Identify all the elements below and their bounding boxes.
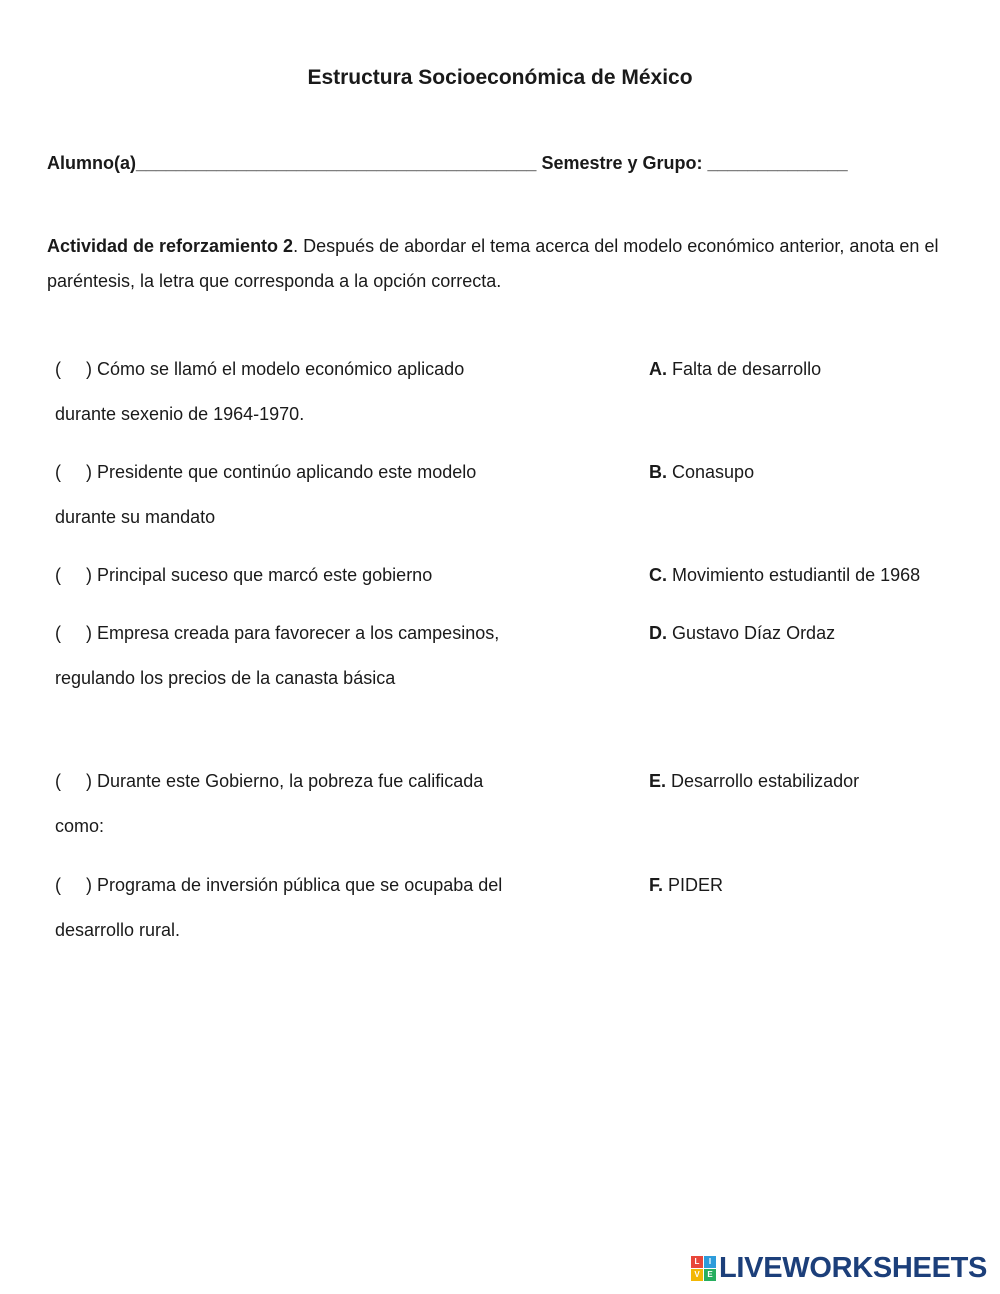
- logo-icon-tile: V: [691, 1269, 703, 1281]
- answer-paren-input[interactable]: ( ): [55, 359, 92, 379]
- answer-letter: D.: [649, 623, 667, 643]
- answer-option: [649, 759, 994, 804]
- group-blank[interactable]: ______________: [707, 153, 848, 173]
- answer-paren-input[interactable]: ( ): [55, 462, 92, 482]
- question-item: [55, 611, 525, 701]
- student-name-blank[interactable]: ________________________________________: [136, 153, 537, 173]
- question-text: Cómo se llamó el modelo económico aplicado durante sexenio de 1964-1970.: [55, 359, 465, 424]
- liveworksheets-logo: [691, 1251, 987, 1285]
- answer-letter: A.: [649, 359, 667, 379]
- answer-option: [649, 347, 994, 392]
- logo-icon-tile: L: [691, 1256, 703, 1268]
- answer-text: Movimiento estudiantil de 1968: [672, 565, 921, 585]
- activity-description: . Después de abordar el tema acerca del modelo económico anterior, anota en el paréntesis, la letra que corresponda a la opción correcta.: [47, 236, 939, 291]
- answer-text: Desarrollo estabilizador: [671, 771, 860, 791]
- answer-option: [649, 553, 994, 598]
- student-info-line: [47, 153, 947, 174]
- question-item: [55, 450, 525, 540]
- answer-text: PIDER: [668, 875, 724, 895]
- question-item: [55, 347, 525, 437]
- answer-option: [649, 863, 994, 908]
- question-item: [55, 553, 525, 598]
- answer-letter: B.: [649, 462, 667, 482]
- answer-text: Gustavo Díaz Ordaz: [672, 623, 836, 643]
- question-item: [55, 863, 525, 953]
- answer-paren-input[interactable]: ( ): [55, 771, 92, 791]
- answer-option: [649, 611, 994, 656]
- answer-letter: C.: [649, 565, 667, 585]
- answer-option: [649, 450, 994, 495]
- answer-paren-input[interactable]: ( ): [55, 875, 92, 895]
- question-item: [55, 759, 525, 849]
- student-label: Alumno(a): [47, 153, 136, 173]
- liveworksheets-icon: [691, 1256, 716, 1281]
- answer-paren-input[interactable]: ( ): [55, 623, 92, 643]
- answer-paren-input[interactable]: ( ): [55, 565, 92, 585]
- question-text: Presidente que continúo aplicando este modelo durante su mandato: [55, 462, 477, 527]
- question-text: Principal suceso que marcó este gobierno: [97, 565, 433, 585]
- answer-text: Falta de desarrollo: [672, 359, 822, 379]
- answer-letter: E.: [649, 771, 667, 791]
- activity-title: Actividad de reforzamiento 2: [47, 236, 294, 256]
- logo-wordmark: LIVEWORKSHEETS: [719, 1251, 988, 1284]
- page-title: Estructura Socioeconómica de México: [307, 66, 693, 89]
- question-text: Empresa creada para favorecer a los campesinos, regulando los precios de la canasta básica: [55, 623, 500, 688]
- question-text: Programa de inversión pública que se ocupaba del desarrollo rural.: [55, 875, 503, 940]
- logo-icon-tile: I: [704, 1256, 716, 1268]
- group-label: Semestre y Grupo:: [541, 153, 703, 173]
- question-text: Durante este Gobierno, la pobreza fue calificada como:: [55, 771, 484, 836]
- activity-instructions: [47, 229, 947, 299]
- logo-icon-tile: E: [704, 1269, 716, 1281]
- answer-letter: F.: [649, 875, 664, 895]
- answer-text: Conasupo: [672, 462, 755, 482]
